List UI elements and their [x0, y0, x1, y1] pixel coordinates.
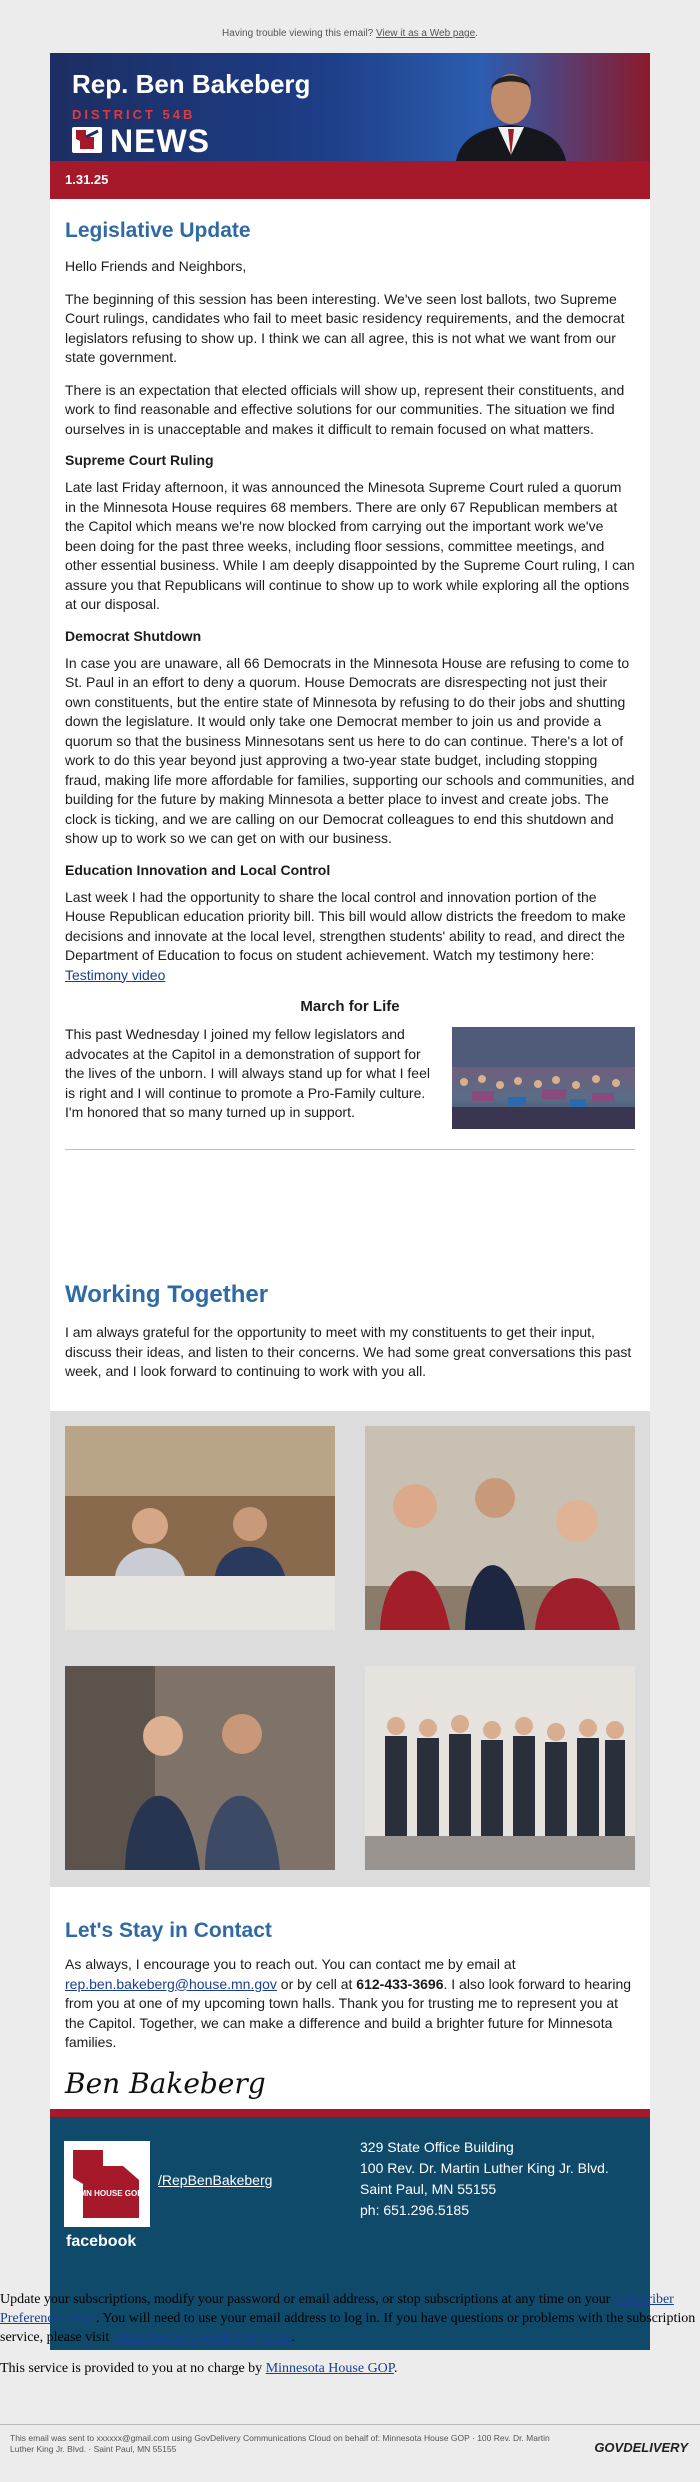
- section-divider: [65, 1149, 635, 1150]
- date-bar: [50, 161, 650, 199]
- paragraph: There is an expectation that elected officials will show up, represent their constituents, and work to find reasonable and effective solutions for our communities. The situation we find ourselves in is unacceptable and makes it difficult to remain focused on what matters.: [65, 381, 625, 437]
- education-heading: Education Innovation and Local Control: [65, 861, 331, 878]
- legal-text: This email was sent to xxxxxx@gmail.com using GovDelivery Communications Cloud on behalf of: Minnesota House GOP · 100 Rev. Dr. Martin Luther King Jr. Blvd. · Saint Paul, MN 55155: [10, 2433, 550, 2454]
- greeting: Hello Friends and Neighbors,: [65, 258, 247, 274]
- issue-date: 1.31.25: [65, 172, 109, 187]
- preheader: Having trouble viewing this email? View it as a Web page.: [222, 28, 478, 39]
- subscriber-help-link[interactable]: subscriberhelp.govdelivery.com: [112, 2330, 292, 2345]
- democrat-shutdown-heading: Democrat Shutdown: [65, 627, 202, 644]
- meeting-photo: [65, 1666, 335, 1870]
- meeting-photo: [65, 1426, 335, 1630]
- march-crowd-photo: [452, 1027, 635, 1129]
- mn-house-logo-icon: [72, 127, 102, 153]
- logo-text: MN HOUSE GOP: [79, 2189, 143, 2198]
- web-view-link[interactable]: View it as a Web page: [376, 28, 476, 39]
- contact-section: [65, 1919, 635, 2100]
- district-label: DISTRICT 54B: [72, 107, 196, 122]
- mn-house-gop-logo-icon: [64, 2141, 150, 2227]
- meeting-photo: [365, 1426, 635, 1630]
- testimony-video-link[interactable]: Testimony video: [65, 966, 166, 983]
- march-for-life-heading: March for Life: [300, 998, 400, 1015]
- contact-paragraph: As always, I encourage you to reach out. You can contact me by email at rep.ben.bakeberg@house.mn.gov or by cell at 612-433-3696. I also look forward to hearing from you at one of my upcoming town halls. Thank you for trusting me to represent you at the Capitol. Together, we can make a difference and build a brighter future for Minnesota families.: [65, 1956, 632, 2050]
- march-for-life-row: [65, 1025, 635, 1129]
- subscription-info: Update your subscriptions, modify your password or email address, or stop subscriptions at any time on your Subscriber Preferences Page. You will need to use your email address to log in. If you have questions or problems with the subscription service, please visit subscriberhelp.govdelivery.com. This service is provided to you at no charge by Minnesota House GOP.: [0, 2292, 696, 2376]
- supreme-court-heading: Supreme Court Ruling: [65, 452, 214, 468]
- photo-gallery: [50, 1411, 650, 1887]
- legislative-update-section: [65, 219, 635, 1150]
- header-banner: [50, 53, 650, 161]
- rep-portrait-image: [436, 65, 586, 161]
- paragraph: In case you are unaware, all 66 Democrats in the Minnesota House are refusing to come to St. Paul in an effort to deny a quorum. House Democrats are disrespecting not just their own constituents, but the entire state of Minnesota by refusing to do their jobs and shutting down the legislature. It would only take one Democrat member to join us and provide a quorum so that the business Minnesotans sent us here to do can continue. There's a lot of work to do this year beyond just approving a two-year state budget, including stopping fraud, making life more affordable for families, supporting our schools and communities, and building for the future by making Minnesota a better place to invest and create jobs. The clock is ticking, and we are calling on our Democrat colleagues to end this shutdown and show up to work so we can get on with our business.: [65, 654, 635, 846]
- email-link[interactable]: rep.ben.bakeberg@house.mn.gov: [65, 1975, 277, 1992]
- paragraph: Late last Friday afternoon, it was announced the Minesota Supreme Court ruled a quorum in the Minnesota House requires 68 members. There are only 67 Republican members at the Capitol which means we're now blocked from carrying out the important work we've been doing for the past three weeks, including floor sessions, committee meetings, and other essential business. While I am deeply disappointed by the Supreme Court ruling, I can assure you that Republicans will continue to show up to work while exploring all the options at our disposal.: [65, 479, 635, 612]
- newsletter-card: [50, 53, 650, 2350]
- minnesota-house-gop-link[interactable]: Minnesota House GOP: [265, 2361, 395, 2376]
- legal-divider: [0, 2424, 700, 2425]
- news-wordmark: NEWS: [110, 123, 210, 159]
- facebook-label: facebook: [66, 2233, 137, 2250]
- paragraph: Last week I had the opportunity to share the local control and innovation portion of the House Republican education priority bill. This bill would allow districts the freedom to make decisions and innovate at the local level, strengthen students' ability to read, and direct the Department of Education to focus on student achievement. Watch my testimony here: Testimony video: [65, 888, 626, 983]
- paragraph: This past Wednesday I joined my fellow legislators and advocates at the Capitol in a demonstration of support for the lives of the unborn. I will always stand up for what I feel is right and I will continue to promote a Pro-Family culture. I'm honored that so many turned up in support.: [65, 1026, 430, 1120]
- paragraph: I am always grateful for the opportunity to meet with my constituents to get their input, discuss their ideas, and listen to their concerns. We had some great conversations this past week, and I look forward to continuing to work with you all.: [65, 1324, 632, 1379]
- working-together-section: [65, 1281, 635, 1395]
- office-address: 329 State Office Building 100 Rev. Dr. Martin Luther King Jr. Blvd. Saint Paul, MN 55155 ph: 651.296.5185: [360, 2139, 609, 2218]
- facebook-handle-link[interactable]: /RepBenBakeberg: [158, 2172, 273, 2188]
- rep-name: Rep. Ben Bakeberg: [72, 69, 311, 99]
- phone-number: 612-433-3696: [356, 1975, 444, 1992]
- paragraph: The beginning of this session has been interesting. We've seen lost ballots, two Supreme Court rulings, candidates who fail to meet basic residency requirements, and the democrat legislators refusing to show up. I think we can all agree, this is not what we want from our state government.: [65, 290, 625, 365]
- signature: Ben Bakeberg: [65, 2066, 266, 2100]
- working-together-title: Working Together: [65, 1281, 269, 1308]
- meeting-photo: [365, 1666, 635, 1870]
- contact-title: Let's Stay in Contact: [65, 1919, 272, 1942]
- preheader-text: Having trouble viewing this email?: [222, 28, 374, 39]
- subscriber-preferences-link[interactable]: Subscriber Preferences Page: [0, 2292, 674, 2326]
- govdelivery-logo: GOVDELIVERY: [594, 2440, 688, 2455]
- legislative-update-title: Legislative Update: [65, 219, 251, 242]
